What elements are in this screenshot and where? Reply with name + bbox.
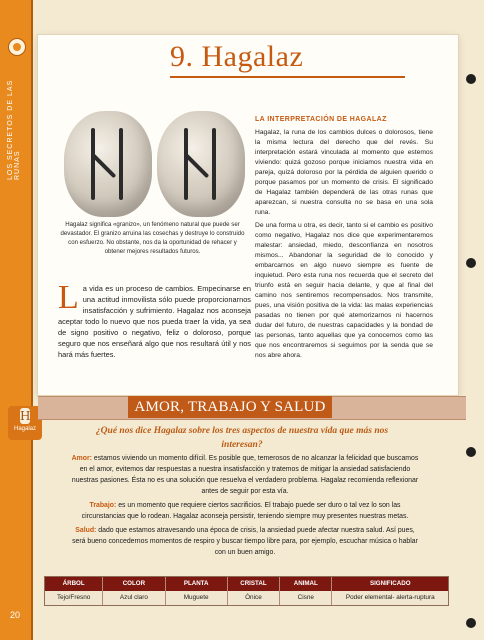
rune-tab-icon: H xyxy=(20,409,31,423)
binder-hole xyxy=(466,447,476,457)
rune-stone-right xyxy=(157,111,245,217)
interpretation-paragraph-2: De una forma u otra, es decir, tanto si el cambio es positivo como negativo, Hagalaz nos dice que experimentaremos malestar: ansiedad, miedo, desconfianza en nosotros mismos... Abandonar la seguridad de lo conocido y embarcarnos en algo nuevo siempre es fuente de inquietud. Pero esta runa nos recuerda que el secreto del triunfo está en seguir hacia delante, y que al final del camino nos sentiremos recompensados. Nos transmite, pues, una visión positiva de la vida: las malas experiencias pasadas no tienen por qué atemorizarnos ni hacernos dudar del futuro, de nuestras capacidades y la bondad de las personas, tanto aquellas que ya conocemos como las que nos encontraremos si seguimos por la senda que se nos abre ahora. xyxy=(255,222,433,359)
interpretation-paragraph-1: Hagalaz, la runa de los cambios dulces o dolorosos, tiene la misma lectura del derecho que del revés. Su interpretación estará vinculada al momento que estemos viviendo: quizá gozoso porque iniciamos nuestra vida en pareja, quizá doloroso por la pérdida de alguien querido o porque pasamos por un momento de crisis. El significado de Hagalaz también dependerá de las otras runas que aparezcan, si nuestra consulta no se basa en una sola runa. xyxy=(255,129,433,216)
interpretation-heading: LA INTERPRETACIÓN DE HAGALAZ xyxy=(255,116,387,123)
header-significado: SIGNIFICADO xyxy=(369,580,411,587)
salud-label: Salud: xyxy=(75,527,97,534)
title-underline xyxy=(170,76,405,78)
header-animal: ANIMAL xyxy=(280,577,332,591)
binder-hole xyxy=(466,74,476,84)
salud-text: dado que estamos atravesando una época de crisis, la ansiedad puede afectar nuestra salud. Así pues, será bueno concedernos momentos de respiro y buscar tiempo libre para, por ejemplo, escuchar música o hablar con un buen amigo. xyxy=(72,527,418,556)
interpretation-column xyxy=(255,115,433,364)
header-planta: PLANTA xyxy=(166,577,228,591)
image-caption: Hagalaz significa «granizo», un fenómeno natural que puede ser devastador. El granizo arruina las cosechas y destruye lo construido con esfuerzo. No obstante, nos da la oportunidad de rehacer y obtener mejores resultados futuros. xyxy=(60,221,245,255)
page-number: 20 xyxy=(10,610,21,620)
hagalaz-rune-icon xyxy=(88,128,128,200)
rune-tab-label: Hagalaz xyxy=(13,426,36,432)
binder-hole xyxy=(466,258,476,268)
advice-text xyxy=(70,453,420,561)
salud-paragraph xyxy=(70,525,420,558)
rune-stone-left xyxy=(64,111,152,217)
table-header-row xyxy=(45,577,448,591)
cell-animal: Cisne xyxy=(280,591,332,605)
cell-arbol: Tejo/Fresno xyxy=(45,591,103,605)
rune-stones-image xyxy=(64,111,246,217)
trabajo-paragraph xyxy=(70,500,420,522)
table-row xyxy=(45,591,448,605)
dropcap: L xyxy=(58,279,79,316)
trabajo-label: Trabajo: xyxy=(89,502,117,509)
cell-cristal: Ónice xyxy=(228,591,280,605)
side-title: LOS SECRETOS DE LAS RUNAS xyxy=(7,79,21,180)
binder-hole xyxy=(466,618,476,628)
trabajo-text: es un momento que requiere ciertos sacrificios. El trabajo puede ser duro o tal vez lo son las circunstancias que lo rodean. Hagalaz aconseja persistir, teniendo siempre muy presentes nuestras metas. xyxy=(81,502,409,520)
side-divider xyxy=(31,0,33,640)
section-question: ¿Qué nos dice Hagalaz sobre los tres aspectos de nuestra vida que más nos interesan? xyxy=(95,426,389,450)
cell-significado: Poder elemental- alerta-ruptura xyxy=(345,594,435,601)
cell-color: Azul claro xyxy=(103,591,165,605)
header-arbol: ÁRBOL xyxy=(45,577,103,591)
cell-planta: Muguete xyxy=(166,591,228,605)
intro-text: a vida es un proceso de cambios. Empecinarse en una actitud inmovilista sólo puede proporcionarnos insatisfacción y sufrimiento. Hagalaz nos aconseja aceptar todo lo nuevo que nos pueda traer la vida, ya sea de signo positivo o negativo, feliz o doloroso, porque seguro que nos enseñará algo que nos resultará útil y nos hará más fuertes. xyxy=(58,284,251,359)
header-color: COLOR xyxy=(103,577,165,591)
page-title: 9. Hagalaz xyxy=(170,40,304,73)
rune-tab xyxy=(8,406,42,440)
section-title: AMOR, TRABAJO Y SALUD xyxy=(128,396,332,418)
header-cristal: CRISTAL xyxy=(228,577,280,591)
amor-paragraph xyxy=(70,453,420,497)
amor-text: estamos viviendo un momento difícil. Es posible que, temerosos de no alcanzar la felicidad que buscamos en el amor, evitemos dar respuestas a nuestra insatisfacción y tratemos de mitigar la ansiedad satisfaciendo nuestras pasiones. Ésta no es una solución que resuelva el verdadero problema. Hagalaz recomienda reflexionar antes de seguir por esta vía. xyxy=(71,455,419,495)
rune-attributes-table xyxy=(44,576,449,606)
intro-paragraph xyxy=(58,279,251,360)
book-logo-icon xyxy=(8,38,26,56)
hagalaz-rune-icon xyxy=(181,128,221,200)
amor-label: Amor: xyxy=(71,455,92,462)
